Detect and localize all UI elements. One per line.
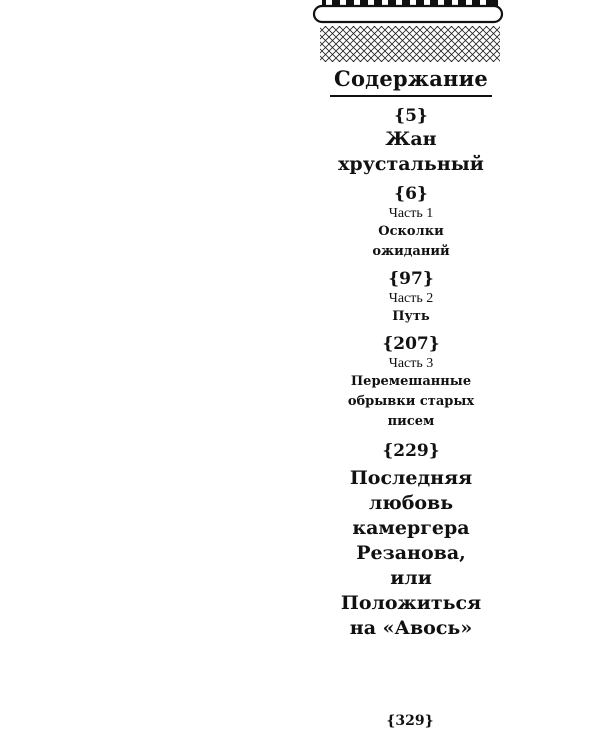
entry-title-line: Перемешанные <box>350 374 472 389</box>
entry-title-line: Резанова, <box>356 542 466 564</box>
entry-page-number: {6} <box>394 184 428 204</box>
entry-page-number: {5} <box>394 106 428 126</box>
entry-title-line: на «Авось» <box>349 617 473 639</box>
entry-title-line: ожиданий <box>372 244 450 259</box>
toc-title: Содержание <box>334 66 488 91</box>
entry-title-line: или <box>390 567 432 589</box>
entry-title-line: писем <box>387 414 435 429</box>
entry-title-line: любовь <box>368 492 454 514</box>
table-of-contents <box>322 64 500 641</box>
toc-entry[interactable] <box>322 333 500 432</box>
entry-title-line: Осколки <box>378 224 444 239</box>
entry-title-line: Положиться <box>340 592 482 614</box>
entry-title-line: Путь <box>392 309 430 324</box>
toc-entry[interactable] <box>322 105 500 177</box>
toc-entry[interactable] <box>322 440 500 641</box>
page-number: {329} <box>386 713 434 729</box>
entry-part-label: Часть 1 <box>388 206 434 221</box>
toc-entry[interactable] <box>322 268 500 327</box>
entry-title-line: Жан <box>385 128 437 150</box>
entry-title-line: хрустальный <box>338 153 484 175</box>
entry-page-number: {207} <box>382 334 440 354</box>
entry-title-line: обрывки старых <box>347 394 475 409</box>
entry-part-label: Часть 2 <box>388 291 434 306</box>
entry-title-line: камергера <box>352 517 470 539</box>
entry-title-line: Последняя <box>349 467 473 489</box>
entry-page-number: {97} <box>388 269 434 289</box>
toc-entry[interactable] <box>322 183 500 262</box>
entry-part-label: Часть 3 <box>388 356 434 371</box>
entry-page-number: {229} <box>382 441 440 461</box>
